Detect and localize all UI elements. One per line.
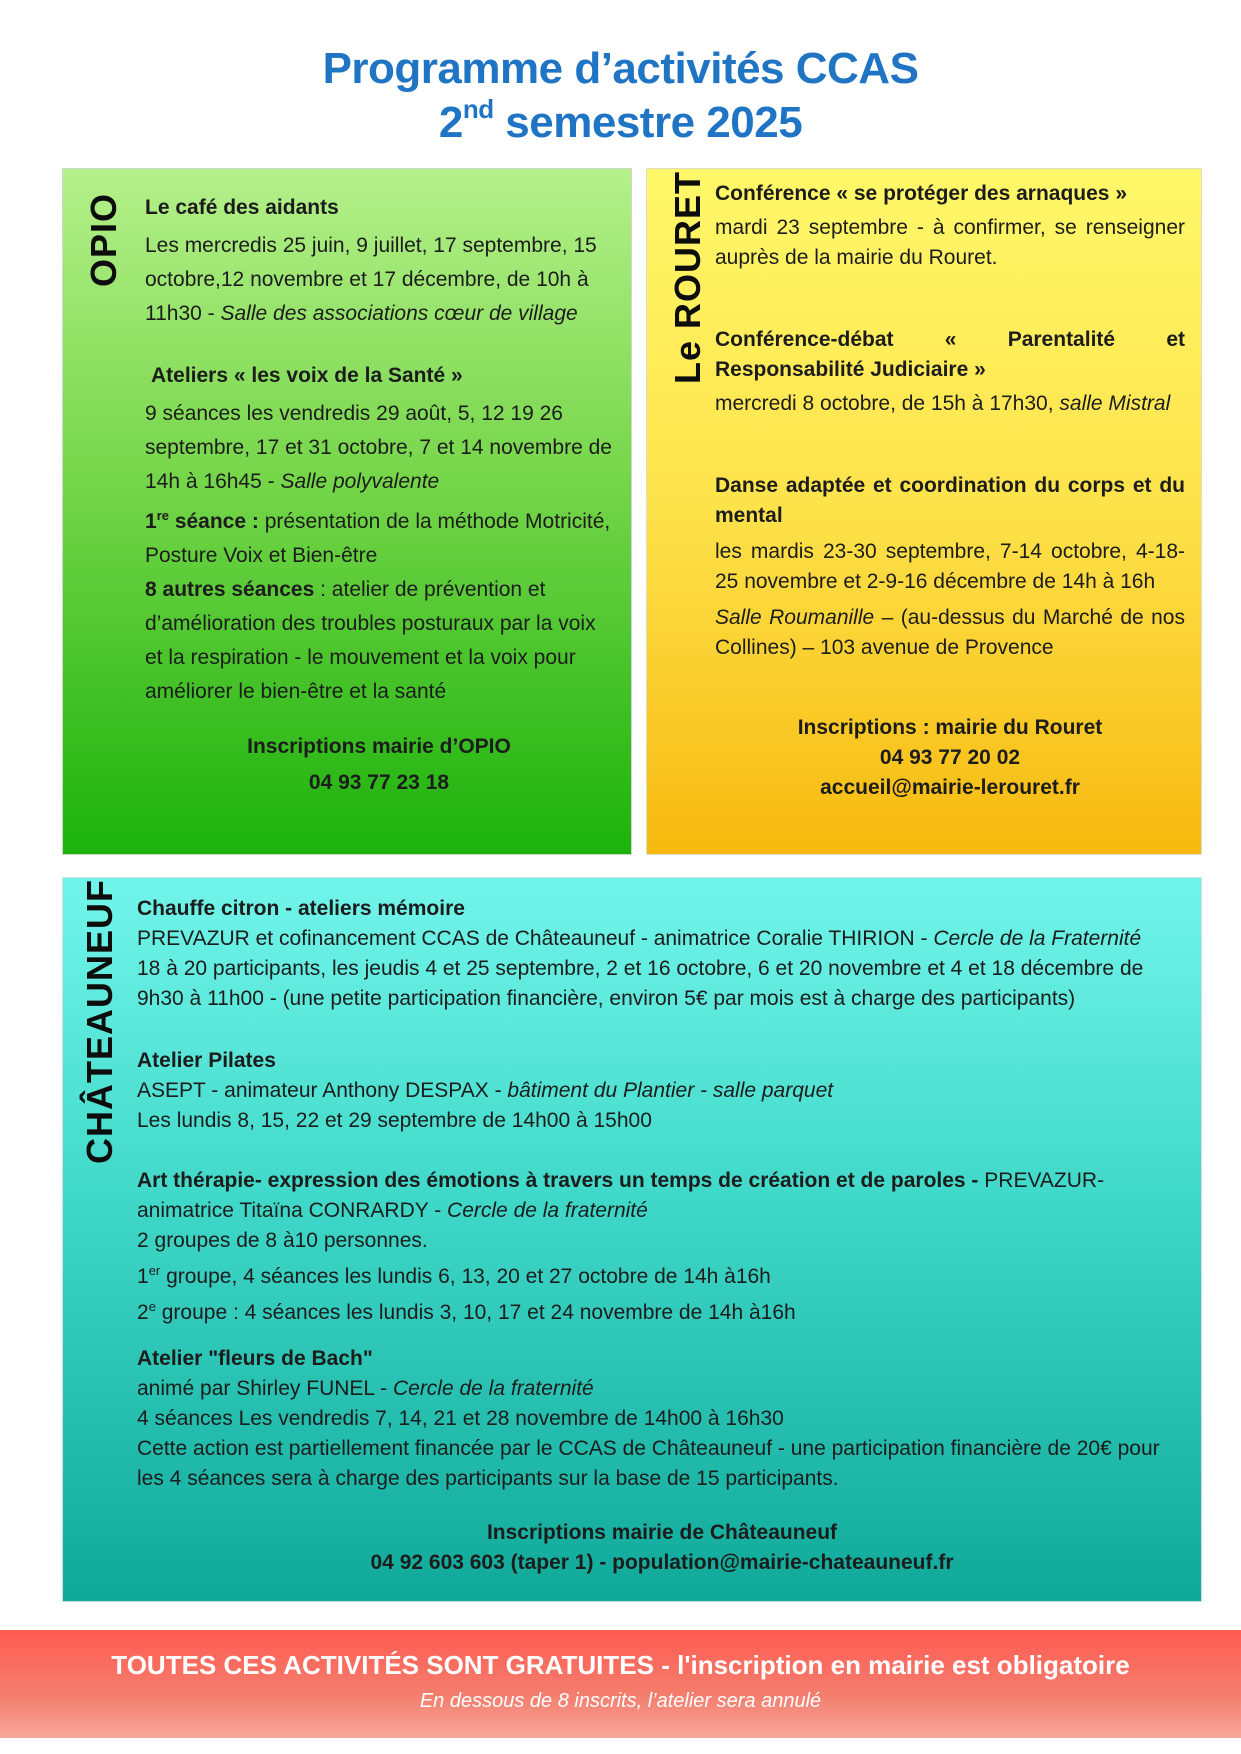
pilates-line2: Les lundis 8, 15, 22 et 29 septembre de 14h00 à 15h00 [137, 1109, 652, 1132]
chauffe-citron-place: Cercle de la Fraternité [933, 927, 1142, 950]
pilates-line1 [137, 1076, 1187, 1106]
art-therapie-group1: 1er groupe, 4 séances les lundis 6, 13, 20 et 27 octobre de 14h à16h [137, 1263, 771, 1288]
conf-parentalite-text [715, 389, 1185, 419]
art-therapie-title: Art thérapie- expression des émotions à travers un temps de création et de paroles - [137, 1169, 979, 1192]
ateliers-voix-block [145, 359, 613, 709]
first-session [145, 499, 613, 573]
opio-phone: 04 93 77 23 18 [308, 771, 450, 794]
conf-arnaques-text: mardi 23 septembre - à confirmer, se renseigner auprès de la mairie du Rouret. [715, 216, 1185, 269]
free-activities-banner [0, 1630, 1241, 1738]
pilates-block [137, 1046, 1187, 1136]
art-therapie-group2: 2e groupe : 4 séances les lundis 3, 10, 17 et 24 novembre de 14h à16h [137, 1299, 796, 1324]
chauffe-citron-title: Chauffe citron - ateliers mémoire [137, 897, 465, 920]
subtitle-number: 2 [438, 98, 463, 147]
subtitle-superscript: nd [462, 94, 494, 124]
chateauneuf-contact: 04 92 603 603 (taper 1) - population@mairie-chateauneuf.fr [370, 1551, 954, 1574]
conf-parentalite-block [715, 325, 1185, 419]
fleurs-bach-line2: 4 séances Les vendredis 7, 14, 21 et 28 novembre de 14h00 à 16h30 [137, 1407, 784, 1430]
chateauneuf-section [62, 877, 1202, 1602]
danse-text: les mardis 23-30 septembre, 7-14 octobre, 4-18-25 novembre et 2-9-16 décembre de 14h à 16h [715, 540, 1185, 593]
ateliers-voix-title: Ateliers « les voix de la Santé » [151, 364, 463, 387]
banner-cancellation-note: En dessous de 8 inscrits, l’atelier sera annulé [419, 1690, 822, 1712]
fleurs-bach-line3: Cette action est partiellement financée par le CCAS de Châteauneuf - une participation financière de 20€ pour les 4 séances sera à charge des participants sur la base de 15 participants. [137, 1437, 1160, 1490]
cafe-aidants-place: Salle des associations cœur de village [220, 302, 578, 325]
chauffe-citron-line2: 18 à 20 participants, les jeudis 4 et 25 septembre, 2 et 16 octobre, 6 et 20 novembre et 4 et 18 décembre de 9h30 à 11h00 - (une petite participation financière, environ 5€ par mois est à charge des participants) [137, 957, 1144, 1010]
art-therapie-heading [137, 1166, 1187, 1226]
danse-title: Danse adaptée et coordination du corps et du mental [715, 474, 1185, 527]
conf-arnaques-block [715, 179, 1185, 273]
conf-parentalite-place: salle Mistral [1059, 392, 1171, 415]
opio-label: OPIO [83, 192, 124, 287]
cafe-aidants-dates: Les mercredis 25 juin, 9 juillet, 17 septembre, 15 octobre,12 novembre et 17 décembre, de 10h à 11h30 - [145, 234, 597, 325]
first-session-label: 1re séance : [145, 508, 259, 533]
chauffe-citron-organizer: PREVAZUR et cofinancement CCAS de Châteauneuf - animatrice Coralie THIRION - [137, 927, 934, 950]
chateauneuf-label: CHÂTEAUNEUF [79, 879, 120, 1164]
rouret-label: Le ROURET [667, 170, 708, 384]
chauffe-citron-line1 [137, 924, 1187, 954]
cafe-aidants-block [145, 191, 613, 331]
rouret-inscription: Inscriptions : mairie du Rouret [797, 716, 1103, 739]
ateliers-voix-place: Salle polyvalente [280, 470, 440, 493]
pilates-organizer: ASEPT - animateur Anthony DESPAX - [137, 1079, 508, 1102]
first-session-text: présentation de la méthode Motricité, Posture Voix et Bien-être [145, 510, 611, 567]
chauffe-citron-block [137, 894, 1187, 1014]
conf-parentalite-date: mercredi 8 octobre, de 15h à 17h30, [715, 392, 1060, 415]
danse-block [715, 471, 1185, 663]
other-sessions [145, 573, 613, 709]
ateliers-voix-text [145, 397, 613, 499]
chateauneuf-inscription: Inscriptions mairie de Châteauneuf [486, 1521, 838, 1544]
chateauneuf-inscription-block [137, 1518, 1187, 1578]
banner-line1 [0, 1650, 1241, 1681]
page-title: Programme d’activités CCAS [322, 44, 919, 93]
fleurs-bach-place: Cercle de la fraternité [392, 1377, 594, 1400]
fleurs-bach-block [137, 1344, 1187, 1494]
cafe-aidants-title: Le café des aidants [145, 196, 339, 219]
art-therapie-block [137, 1166, 1187, 1328]
opio-inscription: Inscriptions mairie d’OPIO [247, 735, 511, 758]
fleurs-bach-title: Atelier "fleurs de Bach" [137, 1347, 373, 1370]
rouret-email: accueil@mairie-lerouret.fr [820, 776, 1080, 799]
art-therapie-groups: 2 groupes de 8 à10 personnes. [137, 1229, 428, 1252]
other-sessions-label: 8 autres séances [145, 578, 315, 601]
art-therapie-place: Cercle de la fraternité [447, 1199, 648, 1222]
pilates-place: bâtiment du Plantier - salle parquet [507, 1079, 834, 1102]
rouret-section [646, 168, 1202, 855]
danse-place [715, 603, 1185, 663]
pilates-title: Atelier Pilates [137, 1049, 276, 1072]
page-subtitle [0, 94, 1241, 148]
banner-mandatory-text: - l'inscription en mairie est obligatoire [653, 1650, 1130, 1680]
conf-arnaques-title: Conférence « se protéger des arnaques » [715, 182, 1127, 205]
art-therapie-organizer: PREVAZUR-animatrice Titaïna CONRARDY - [137, 1169, 1105, 1222]
subtitle-rest: semestre 2025 [493, 98, 803, 147]
ateliers-voix-dates: 9 séances les vendredis 29 août, 5, 12 19 26 septembre, 17 et 31 octobre, 7 et 14 novembre de 14h à 16h45 - [145, 402, 612, 493]
fleurs-bach-organizer: animé par Shirley FUNEL - [137, 1377, 393, 1400]
rouret-phone: 04 93 77 20 02 [879, 746, 1021, 769]
banner-free-text: TOUTES CES ACTIVITÉS SONT GRATUITES [111, 1650, 654, 1680]
fleurs-bach-line1 [137, 1374, 1187, 1404]
other-sessions-text: : atelier de prévention et d’amélioration des troubles posturaux par la voix et la respiration - le mouvement et la voix pour améliorer le bien-être et la santé [145, 578, 596, 703]
opio-section [62, 168, 632, 855]
danse-place-address: – (au-dessus du Marché de nos Collines) – 103 avenue de Provence [715, 606, 1185, 659]
rouret-inscription-block [715, 713, 1185, 803]
danse-place-name: Salle Roumanille [715, 606, 875, 629]
cafe-aidants-text [145, 229, 613, 331]
opio-inscription-block [145, 729, 613, 801]
conf-parentalite-title: Conférence-débat « Parentalité et Responsabilité Judiciaire » [715, 328, 1185, 381]
